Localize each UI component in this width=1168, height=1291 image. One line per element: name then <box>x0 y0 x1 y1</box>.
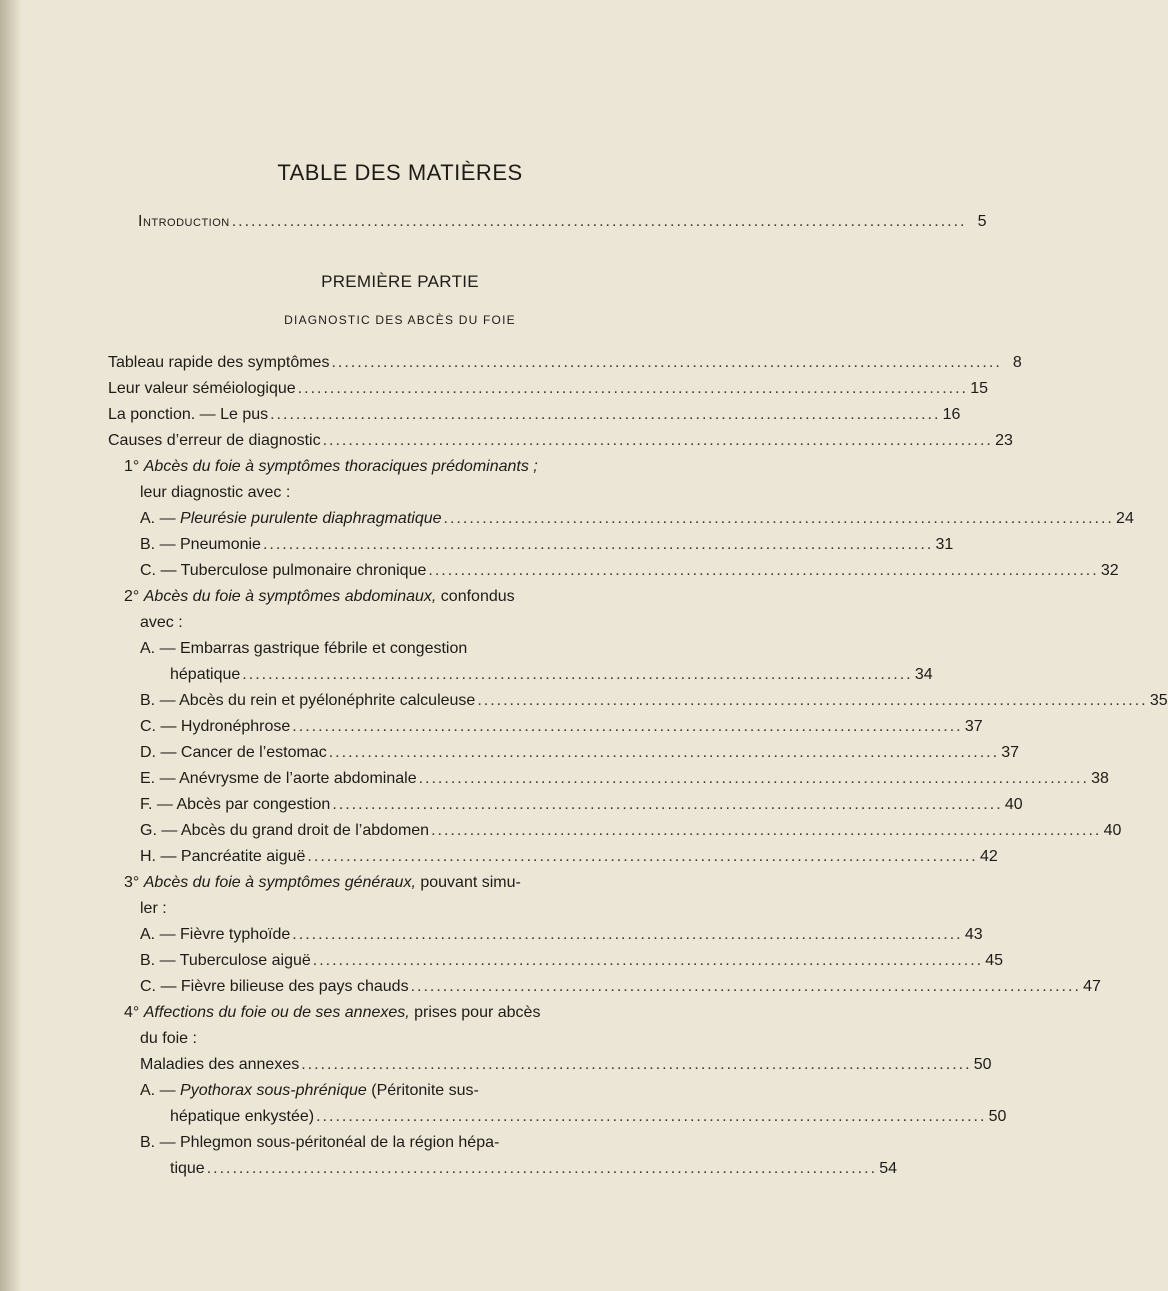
toc-entry-phlegmon[interactable] <box>170 1157 898 1181</box>
toc-entry-line <box>140 1079 479 1103</box>
toc-entry-label: B. — Pneumonie <box>140 536 261 553</box>
toc-entry-page: 8 <box>1012 354 1022 371</box>
toc-entry-label: La ponction. — Le pus <box>108 406 269 423</box>
toc-entry-letter: A. — <box>140 510 181 527</box>
section-title: Affections du foie ou de ses annexes, <box>143 1004 410 1021</box>
toc-entry-cancer-estomac[interactable] <box>140 741 1020 765</box>
toc-entry-label: Pleurésie purulente diaphragmatique <box>180 510 442 527</box>
section-title-rest: confondus <box>436 588 515 605</box>
toc-entry-page: 45 <box>985 952 1004 969</box>
leader-dots: ........................................................................................................ <box>316 1108 987 1125</box>
toc-entry-fievre-bilieuse[interactable] <box>140 975 1101 999</box>
toc-entry-line: B. — Phlegmon sous-péritonéal de la région hépa- <box>140 1134 500 1151</box>
toc-entry-label: Tableau rapide des symptômes <box>108 354 330 371</box>
leader-dots: ........................................................................................................ <box>328 744 1000 761</box>
toc-entry-label-rest: (Péritonite sus- <box>366 1082 479 1099</box>
page-edge-shadow <box>0 0 22 1291</box>
leader-dots: ........................................................................................................ <box>477 692 1148 709</box>
leader-dots: .................................................................................................................. <box>231 213 967 230</box>
toc-entry-tuberculose-aigue[interactable] <box>140 949 1004 973</box>
toc-entry-label: Leur valeur séméiologique <box>108 380 296 397</box>
toc-entry-page: 42 <box>979 848 998 865</box>
toc-entry-page: 32 <box>1100 562 1119 579</box>
toc-entry-page: 37 <box>964 718 983 735</box>
toc-entry-page: 31 <box>935 536 954 553</box>
toc-entry-hydronephrose[interactable] <box>140 715 983 739</box>
section-heading-continuation: ler : <box>140 900 167 917</box>
toc-entry-page: 35 <box>1149 692 1168 709</box>
toc-entry-pneumonie[interactable] <box>140 533 954 557</box>
toc-entry-ponction[interactable] <box>108 403 961 427</box>
section-heading-1 <box>124 455 538 479</box>
leader-dots: ........................................................................................................ <box>332 796 1003 813</box>
leader-dots: ........................................................................................................ <box>270 406 941 423</box>
toc-entry-grand-droit[interactable] <box>140 819 1122 843</box>
toc-entry-pyothorax[interactable] <box>170 1105 1007 1129</box>
toc-entry-embarras[interactable] <box>170 663 933 687</box>
toc-entry-label: C. — Hydronéphrose <box>140 718 291 735</box>
section-heading-3 <box>124 871 521 895</box>
part-subtitle: DIAGNOSTIC DES ABCÈS DU FOIE <box>284 313 516 327</box>
page-title: TABLE DES MATIÈRES <box>277 160 523 185</box>
toc-entry-page: 50 <box>973 1056 992 1073</box>
toc-entry-tableau[interactable] <box>108 351 1022 375</box>
toc-entry-tuberculose-pulmonaire[interactable] <box>140 559 1119 583</box>
toc-entry-label: G. — Abcès du grand droit de l’abdomen <box>140 822 430 839</box>
toc-entry-page: 23 <box>995 432 1013 449</box>
section-heading-2 <box>124 585 515 609</box>
toc-entry-page: 47 <box>1083 978 1101 995</box>
toc-entry-label: H. — Pancréatite aiguë <box>140 848 306 865</box>
toc-entry-page: 43 <box>964 926 983 943</box>
section-heading-continuation: avec : <box>140 614 183 631</box>
leader-dots: ........................................................................................................ <box>292 718 963 735</box>
toc-entry-label: B. — Tuberculose aiguë <box>140 952 311 969</box>
toc-entry-maladies-annexes[interactable] <box>140 1053 992 1077</box>
section-title: Abcès du foie à symptômes abdominaux, <box>143 588 437 605</box>
toc-entry-pleuresie[interactable] <box>140 507 1134 531</box>
leader-dots: ........................................................................................................ <box>312 952 984 969</box>
toc-entry-pancreatite[interactable] <box>140 845 998 869</box>
toc-entry-abces-congestion[interactable] <box>140 793 1023 817</box>
toc-entry-label: C. — Tuberculose pulmonaire chronique <box>140 562 427 579</box>
toc-entry-label: hépatique <box>170 666 241 683</box>
leader-dots: ........................................................................................................ <box>242 666 913 683</box>
toc-entry-label: Introduction <box>138 213 230 230</box>
toc-entry-anevrysme[interactable] <box>140 767 1109 791</box>
section-heading-continuation: du foie : <box>140 1030 197 1047</box>
section-title: Abcès du foie à symptômes généraux, <box>143 874 416 891</box>
part-heading: PREMIÈRE PARTIE <box>321 272 479 291</box>
toc-entry-label: E. — Anévrysme de l’aorte abdominale <box>140 770 417 787</box>
leader-dots: ........................................................................................................ <box>331 354 1002 371</box>
toc-entry-page: 37 <box>1001 744 1020 761</box>
section-number: 4° <box>124 1004 140 1021</box>
section-heading-continuation: leur diagnostic avec : <box>140 484 291 501</box>
leader-dots: ........................................................................................................ <box>443 510 1114 527</box>
toc-entry-introduction[interactable] <box>138 210 987 234</box>
section-number: 1° <box>124 458 140 475</box>
toc-entry-label: Maladies des annexes <box>140 1056 300 1073</box>
toc-entry-page: 34 <box>914 666 933 683</box>
section-heading-4 <box>124 1001 540 1025</box>
toc-entry-page: 16 <box>942 406 961 423</box>
toc-entry-fievre-typhoide[interactable] <box>140 923 983 947</box>
leader-dots: ........................................................................................................ <box>431 822 1102 839</box>
leader-dots: ........................................................................................................ <box>322 432 993 449</box>
section-title-rest: pouvant simu- <box>415 874 521 891</box>
toc-entry-page: 50 <box>988 1108 1007 1125</box>
leader-dots: ........................................................................................................ <box>262 536 934 553</box>
toc-entry-page: 40 <box>1004 796 1023 813</box>
toc-entry-page: 24 <box>1116 510 1134 527</box>
toc-entry-label: A. — Fièvre typhoïde <box>140 926 291 943</box>
toc-entry-label: C. — Fièvre bilieuse des pays chauds <box>140 978 409 995</box>
toc-entry-label: tique <box>170 1160 205 1177</box>
leader-dots: ........................................................................................................ <box>292 926 963 943</box>
section-title: Abcès du foie à symptômes thoraciques prédominants ; <box>143 458 538 475</box>
toc-entry-letter: A. — <box>140 1082 181 1099</box>
section-number: 2° <box>124 588 140 605</box>
leader-dots: ........................................................................................................ <box>418 770 1089 787</box>
toc-entry-page: 5 <box>977 213 987 230</box>
toc-entry-label: Causes d’erreur de diagnostic <box>108 432 321 449</box>
leader-dots: ........................................................................................................ <box>428 562 1099 579</box>
leader-dots: ........................................................................................................ <box>410 978 1081 995</box>
toc-entry-page: 54 <box>879 1160 898 1177</box>
toc-entry-label: D. — Cancer de l’estomac <box>140 744 327 761</box>
toc-entry-label-italic: Pyothorax sous-phrénique <box>180 1082 367 1099</box>
leader-dots: ........................................................................................................ <box>206 1160 878 1177</box>
toc-entry-label: hépatique enkystée) <box>170 1108 315 1125</box>
toc-entry-label: F. — Abcès par congestion <box>140 796 331 813</box>
toc-entry-line: A. — Embarras gastrique fébrile et congestion <box>140 640 468 657</box>
toc-entry-causes[interactable] <box>108 429 1013 453</box>
toc-entry-page: 38 <box>1091 770 1109 787</box>
leader-dots: ........................................................................................................ <box>301 1056 972 1073</box>
toc-entry-abces-rein[interactable] <box>140 689 1168 713</box>
leader-dots: ........................................................................................................ <box>297 380 968 397</box>
toc-entry-valeur[interactable] <box>108 377 988 401</box>
section-number: 3° <box>124 874 140 891</box>
section-title-rest: prises pour abcès <box>409 1004 541 1021</box>
leader-dots: ........................................................................................................ <box>307 848 978 865</box>
toc-entry-page: 15 <box>970 380 988 397</box>
toc-entry-page: 40 <box>1103 822 1122 839</box>
toc-entry-label: B. — Abcès du rein et pyélonéphrite calculeuse <box>140 692 476 709</box>
